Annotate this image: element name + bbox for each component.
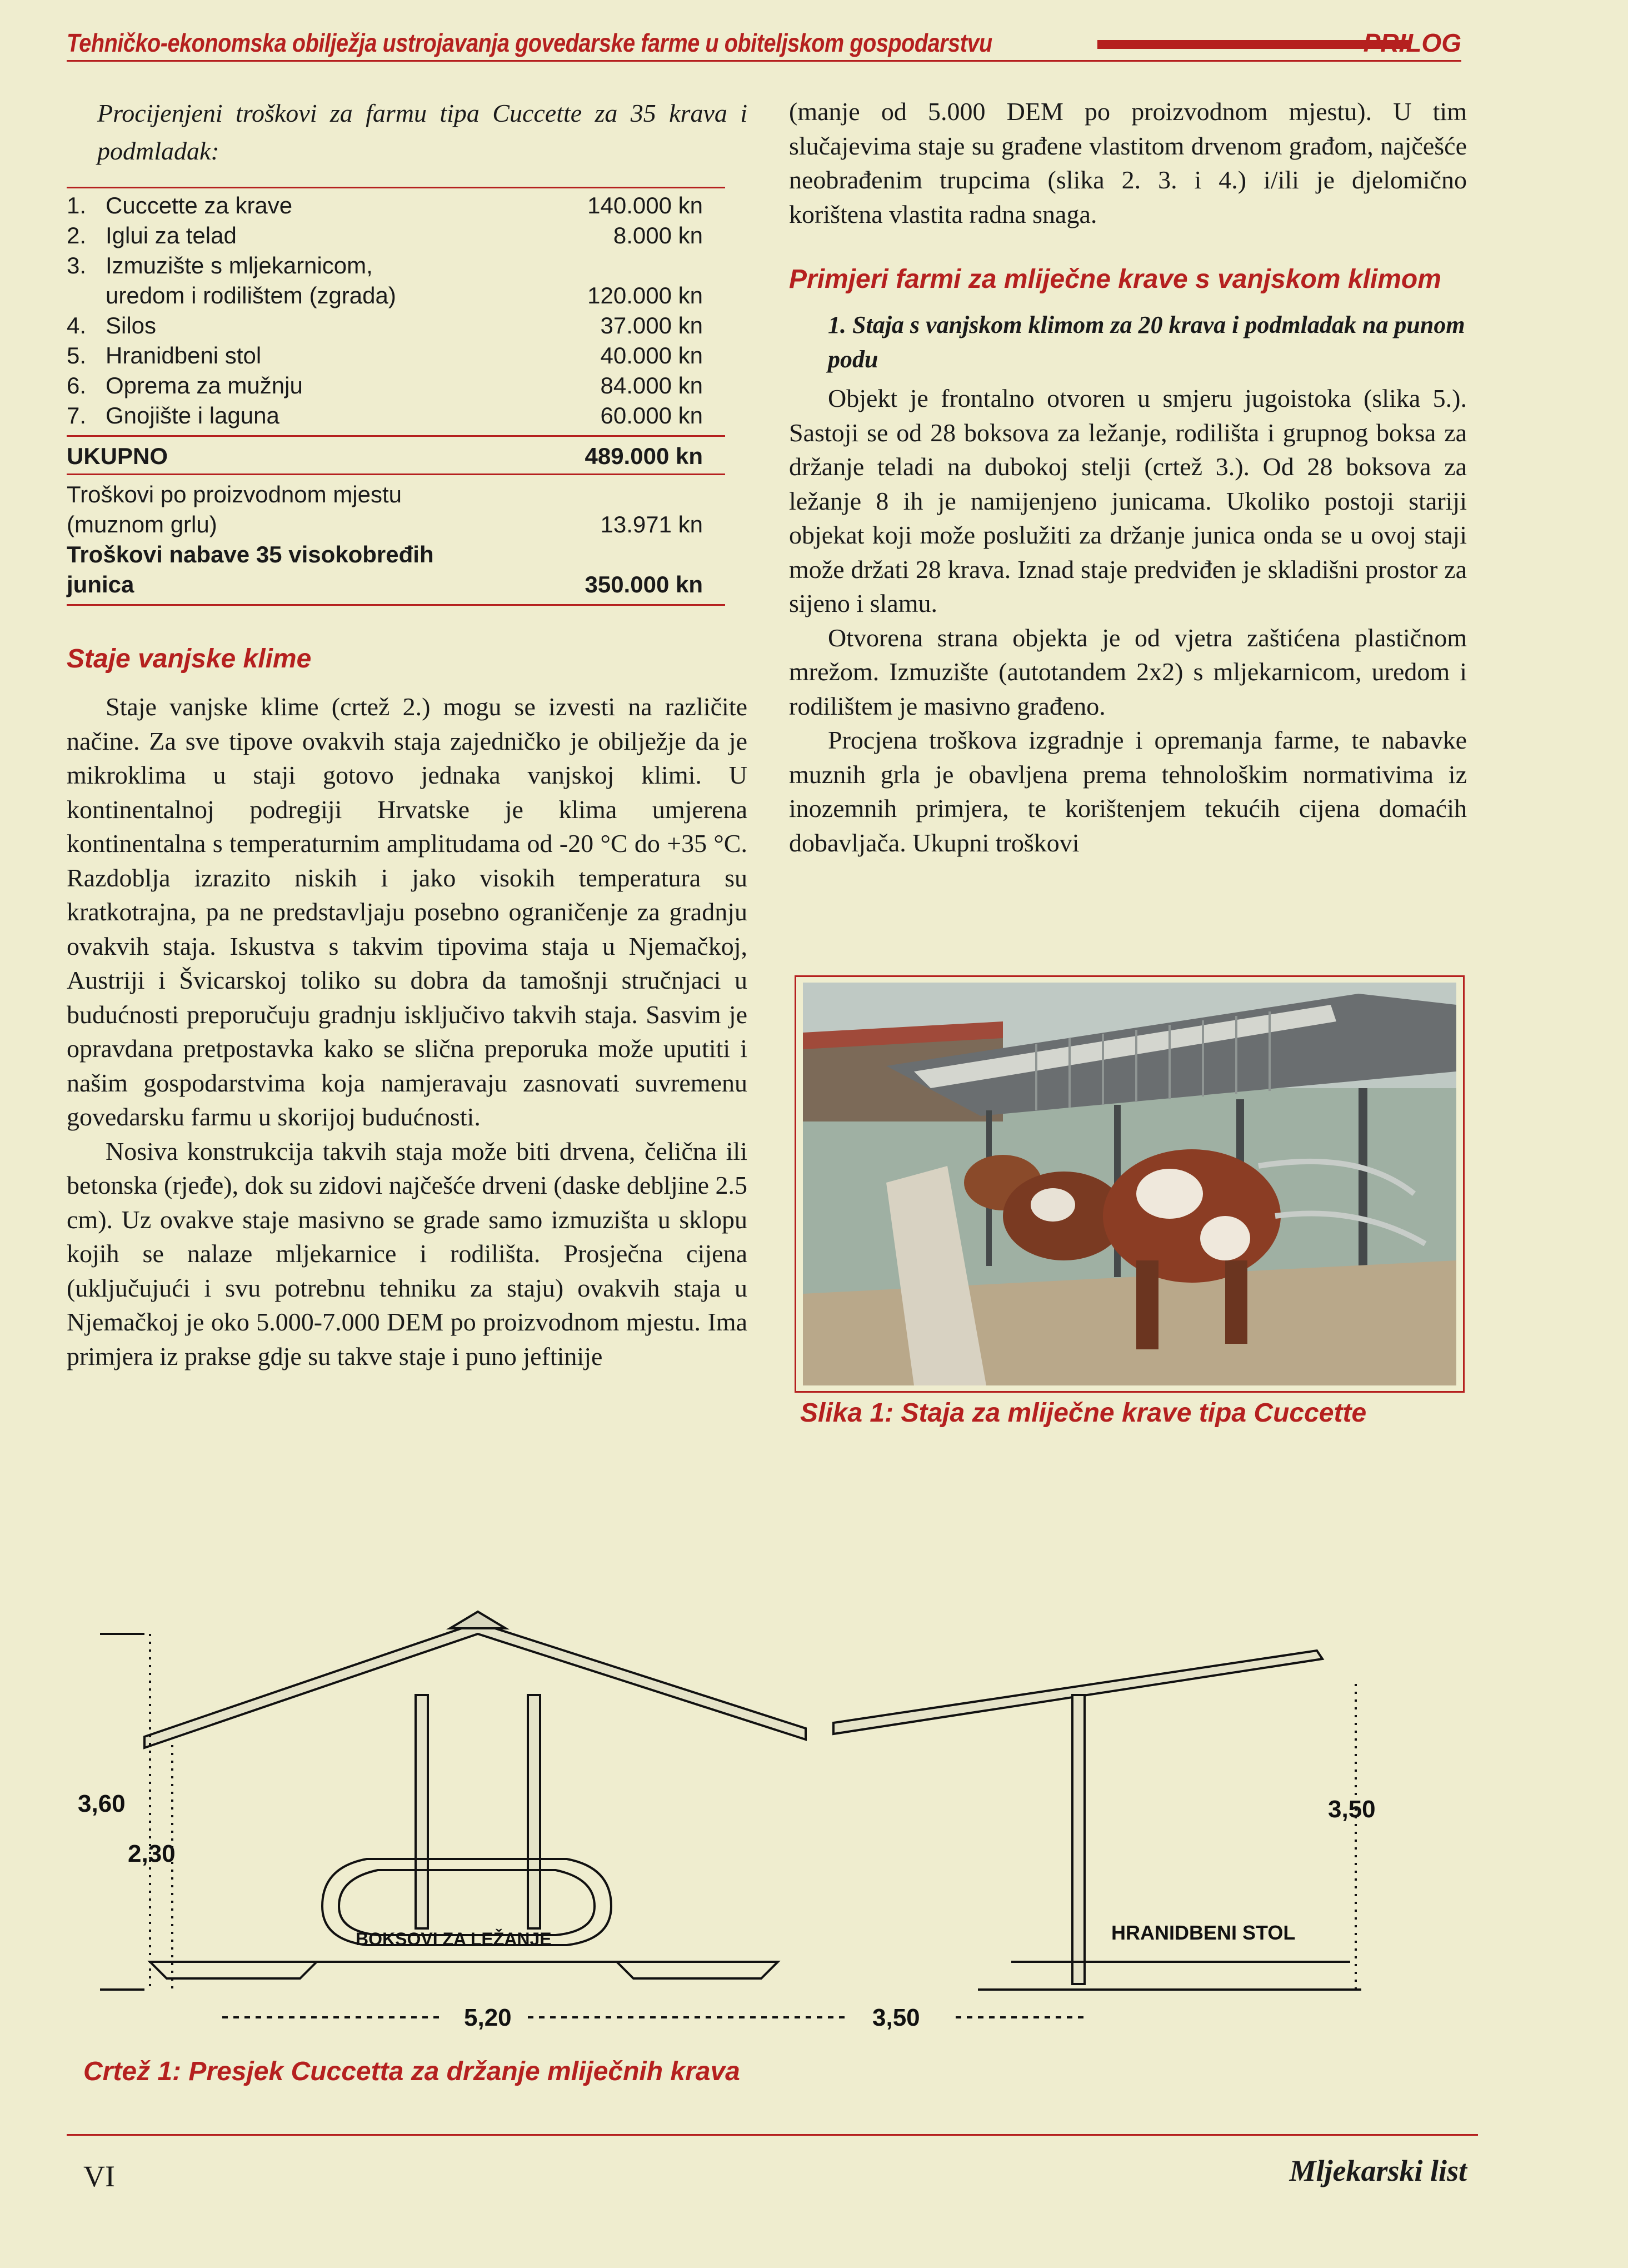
cost-label: [67, 371, 303, 401]
cost-label-text: Oprema za mužnju: [106, 372, 303, 398]
body-paragraph: Otvorena strana objekta je od vjetra zaštićena plastičnom mrežom. Izmuzište (autotandem 2x2) s mljekarnicom, uredom i rodilištem je masivno građeno.: [789, 623, 1467, 720]
total-label: UKUPNO: [67, 443, 168, 469]
footer-rule: [67, 2134, 1478, 2136]
cost-label: [67, 221, 237, 251]
cost-label: [67, 341, 261, 371]
cost-row: [67, 251, 725, 281]
header-rule: [67, 60, 1461, 62]
dim-height-total: 3,60: [78, 1790, 126, 1817]
cost-intro: Procijenjeni troškovi za farmu tipa Cuccette za 35 krava i podmladak:: [97, 99, 747, 165]
dim-height-inner: 2,30: [128, 1840, 176, 1867]
cost-value: 120.000 kn: [587, 282, 703, 308]
cost-row: [67, 221, 725, 251]
cost-value: 40.000 kn: [600, 342, 703, 368]
cost-number: [67, 281, 106, 311]
cost-number: 3.: [67, 252, 87, 278]
cost-row: [67, 191, 725, 221]
cost-label: [67, 281, 396, 311]
header-title: Tehničko-ekonomska obilježja ustrojavanja govedarske farme u obiteljskom gospodarstvu: [67, 28, 992, 57]
cost-label-text: Hranidbeni stol: [106, 342, 262, 368]
total-row: [67, 441, 725, 471]
cost-label-text: Silos: [106, 312, 157, 338]
dim-height-right: 3,50: [1328, 1796, 1376, 1823]
total-value: 489.000 kn: [585, 443, 703, 469]
cost-label: [67, 251, 373, 281]
per-place-label-line2: (muznom grlu): [67, 511, 217, 537]
cross-section-drawing: [67, 1578, 1456, 2031]
dim-width-left: 5,20: [464, 2004, 512, 2031]
cost-value: 8.000 kn: [613, 222, 703, 248]
cost-number: 5.: [67, 342, 87, 368]
cost-row: [67, 401, 725, 431]
page-number: VI: [83, 2160, 115, 2193]
header-tag: PRILOG: [1363, 28, 1461, 57]
heifer-row: [67, 540, 725, 600]
cost-rows: [67, 191, 725, 431]
heifer-label: [67, 540, 434, 600]
heifer-label-line1: Troškovi nabave 35 visokobređih: [67, 541, 434, 567]
cost-label-text: Cuccette za krave: [106, 192, 293, 218]
boxes-label: BOKSOVI ZA LEŽANJE: [356, 1929, 552, 1949]
cost-row: [67, 371, 725, 401]
cost-row: [67, 311, 725, 341]
per-place-value: 13.971 kn: [600, 511, 703, 537]
cost-number: 1.: [67, 192, 87, 218]
journal-name: Mljekarski list: [1289, 2154, 1467, 2187]
running-header: [67, 28, 1461, 67]
per-place-label: [67, 480, 402, 540]
cost-number: 7.: [67, 402, 87, 428]
cost-row: [67, 341, 725, 371]
photo-frame: [795, 975, 1465, 1393]
photo-caption: Slika 1: Staja za mliječne krave tipa Cuccette: [800, 1398, 1367, 1428]
barn-photo: [803, 983, 1456, 1385]
left-column: [67, 94, 747, 1373]
cost-label-text: Izmuzište s mljekarnicom,: [106, 252, 373, 278]
cost-number: 2.: [67, 222, 87, 248]
cost-number: 4.: [67, 312, 87, 338]
table-rule: [67, 604, 725, 606]
body-paragraph: Objekt je frontalno otvoren u smjeru jugoistoka (slika 5.). Sastoji se od 28 boksova za ležanje, rodilišta i grupnog boksa za držanje teladi na dubokoj stelji (crtež 3.). Od 28 boksova za ležanje 8 ih je namijenjeno junicama. Ukoliko postoji stariji objekat koji može poslužiti za držanje junica onda se u ovoj staji može držati 28 krava. Iznad staje predviđen je skladišni prostor za sijeno i slamu.: [789, 384, 1467, 617]
body-paragraph: (manje od 5.000 DEM po proizvodnom mjestu). U tim slučajevima staje su građene vlastitom drvenom građom, najčešće neobrađenim trupcima (slika 2. 3. i 4.) i/ili je djelomično korištena vlastita radna snaga.: [789, 97, 1467, 228]
per-place-row: [67, 480, 725, 540]
subsection-heading: 1. Staja s vanjskom klimom za 20 krava i podmladak na punom podu: [828, 311, 1465, 373]
cost-label: [67, 401, 279, 431]
heifer-label-line2: junica: [67, 571, 134, 597]
cost-label: [67, 311, 156, 341]
table-rule: [67, 435, 725, 437]
section-heading: Staje vanjske klime: [67, 644, 312, 674]
right-column: [789, 94, 1467, 860]
table-rule: [67, 187, 725, 188]
cost-label-text: Gnojište i laguna: [106, 402, 279, 428]
cost-value: 60.000 kn: [600, 402, 703, 428]
cost-value: 37.000 kn: [600, 312, 703, 338]
cost-row: [67, 281, 725, 311]
cost-value: 140.000 kn: [587, 192, 703, 218]
body-paragraph: Staje vanjske klime (crtež 2.) mogu se izvesti na različite načine. Za sve tipove ovakvih staja zajedničko je obilježje da je mikroklima u staji gotovo jednaka vanjskoj klimi. U kontinentalnoj podregiji Hrvatske je klima umjerena kontinentalna s temperaturnim amplitudama od -20 °C do +35 °C. Razdoblja izrazito niskih i jako visokih temperatura su kratkotrajna, pa ne predstavljaju posebno ograničenje za gradnju ovakvih staja. Iskustva s takvim tipovima staja u Njemačkoj, Austriji i Švicarskoj toliko su dobra da tamošnji stručnjaci u budućnosti preporučuju gradnju isključivo takvih staja. Sasvim je opravdana pretpostavka kako se slična preporuka može uputiti i našim gospodarstvima koja namjeravaju zasnovati suvremenu govedarsku farmu u skorijoj budućnosti.: [67, 692, 747, 1131]
table-rule: [67, 473, 725, 475]
body-paragraph: Nosiva konstrukcija takvih staja može biti drvena, čelična ili betonska (rjeđe), dok su zidovi najčešće drveni (daske debljine 2.5 cm). Uz ovakve staje masivno se grade samo izmuzišta u sklopu kojih se nalaze mljekarnice i rodilišta. Prosječna cijena (uključujući i svu potrebnu tehniku za staju) ovakvih staja u Njemačkoj je oko 5.000-7.000 DEM po proizvodnom mjestu. Ima primjera iz prakse gdje su takve staje i puno jeftinije: [67, 1137, 747, 1370]
per-place-label-line1: Troškovi po proizvodnom mjestu: [67, 481, 402, 507]
cost-label-text: uredom i rodilištem (zgrada): [106, 282, 396, 308]
cost-table: [67, 187, 725, 606]
body-paragraph: Procjena troškova izgradnje i opremanja farme, te nabavke muznih grla je obavljena prema tehnološkim normativima iz inozemnih primjera, te korištenjem tekućih cijena domaćih dobavljača. Ukupni troškovi: [789, 726, 1467, 857]
dim-width-right: 3,50: [872, 2004, 920, 2031]
section-heading: Primjeri farmi za mliječne krave s vanjskom klimom: [789, 265, 1441, 294]
cost-label: [67, 191, 292, 221]
feed-table-label: HRANIDBENI STOL: [1111, 1921, 1296, 1944]
header-bar: [1097, 40, 1409, 49]
heifer-value: 350.000 kn: [585, 571, 703, 597]
cost-value: 84.000 kn: [600, 372, 703, 398]
drawing-caption: Crtež 1: Presjek Cuccetta za držanje mliječnih krava: [83, 2057, 740, 2086]
cost-label-text: Iglui za telad: [106, 222, 237, 248]
cost-number: 6.: [67, 372, 87, 398]
